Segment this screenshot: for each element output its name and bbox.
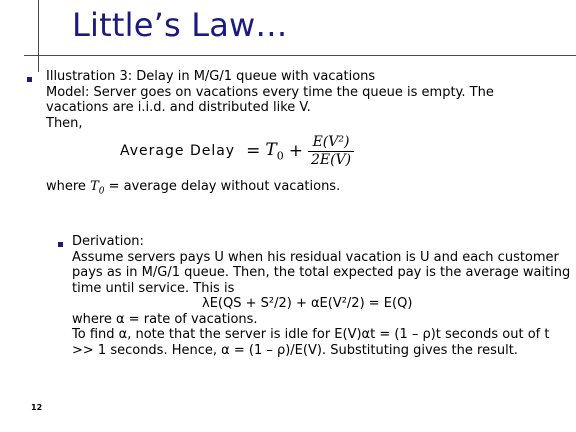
bullet-1-line: Model: Server goes on vacations every time the queue is empty. The [46, 84, 494, 100]
slide-title: Little’s Law… [72, 6, 288, 44]
bullet-1-text [46, 69, 494, 131]
bullet-1-line: Illustration 3: Delay in M/G/1 queue with vacations [46, 69, 376, 84]
bullet-2-text [72, 234, 570, 358]
formula-lhs: Average Delay [120, 143, 236, 159]
formula-numerator: E(V²) [312, 133, 350, 150]
bullet-2-line: >> 1 seconds. Hence, α = (1 – ρ)/E(V). Substituting gives the result. [72, 342, 518, 358]
formula-denominator: 2E(V) [308, 151, 354, 169]
where-suffix: = average delay without vacations. [104, 179, 341, 194]
title-divider-horizontal [24, 55, 576, 56]
average-delay-formula [120, 130, 354, 172]
where-line [46, 179, 340, 200]
formula-fraction [308, 134, 354, 169]
bullet-2-line: pays as in M/G/1 queue. Then, the total expected pay is the average waiting [72, 265, 571, 280]
bullet-1-line: Then, [46, 115, 83, 131]
bullet-2-line: To find α, note that the server is idle for E(V)αt = (1 – ρ)t seconds out of t [72, 327, 550, 342]
bullet-2-line: time until service. This is [72, 280, 235, 296]
bullet-1-line: vacations are i.i.d. and distributed like V. [46, 100, 311, 115]
bullet-1-marker [27, 77, 32, 82]
bullet-2-equation: λE(QS + S²/2) + αE(V²/2) = E(Q) [202, 296, 413, 311]
where-prefix: where [46, 179, 91, 194]
bullet-2-line: Assume servers pays U when his residual vacation is U and each customer [72, 249, 559, 265]
bullet-2-line: Derivation: [72, 234, 144, 249]
page-number: 12 [31, 403, 43, 412]
where-sub: 0 [98, 186, 105, 197]
bullet-2-line: where α = rate of vacations. [72, 311, 258, 327]
bullet-2-marker [58, 242, 63, 247]
formula-equals: = [246, 141, 261, 161]
title-divider-vertical [38, 0, 39, 72]
formula-plus: + [288, 141, 303, 161]
where-var: T [90, 179, 99, 194]
formula-t0: $T_0$ [265, 139, 284, 163]
